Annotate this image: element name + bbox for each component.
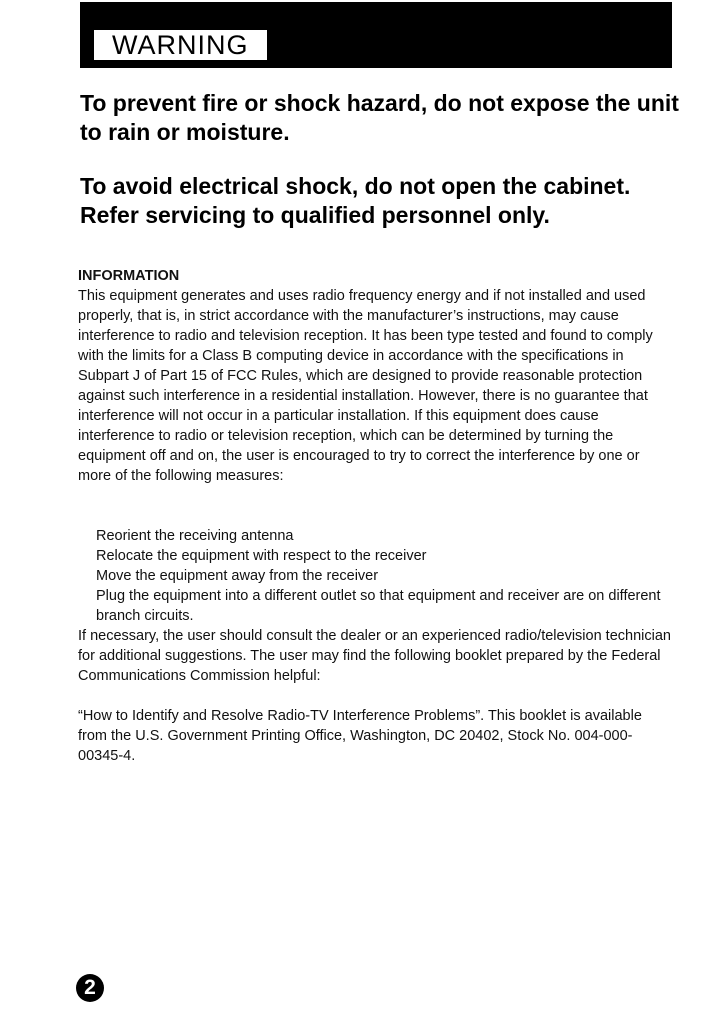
warning-header-bar [80,2,672,68]
measure-item: Plug the equipment into a different outlet so that equipment and receiver are on different branch circuits. [96,588,661,624]
consult-dealer-paragraph: If necessary, the user should consult the dealer or an experienced radio/television technician for additional suggestions. The user may find the following booklet prepared by the Federal Communications Commission helpful: [78,628,671,684]
page-number: 2 [76,974,104,1002]
booklet-paragraph: “How to Identify and Resolve Radio-TV Interference Problems”. This booklet is available from the U.S. Government Printing Office, Washington, DC 20402, Stock No. 004-000-00345-4. [78,708,642,764]
information-title: INFORMATION [78,268,180,284]
electrical-shock-headline: To avoid electrical shock, do not open the cabinet. Refer servicing to qualified personnel only. [80,173,631,228]
fire-hazard-headline: To prevent fire or shock hazard, do not expose the unit to rain or moisture. [80,90,679,145]
warning-label: WARNING [94,30,267,60]
measures-list [78,526,673,626]
measure-item: Move the equipment away from the receiver [96,568,379,584]
information-paragraph: This equipment generates and uses radio frequency energy and if not installed and used properly, that is, in strict accordance with the manufacturer’s instructions, may cause interference to radio and television reception. It has been type tested and found to comply with the limits for a Class B computing device in accordance with the specifications in Subpart J of Part 15 of FCC Rules, which are designed to provide reasonable protection against such interference in a residential installation. However, there is no guarantee that interference will not occur in a particular installation. If this equipment does cause interference to radio or television reception, which can be determined by turning the equipment off and on, the user is encouraged to try to correct the interference by one or more of the following measures: [78,288,653,484]
measure-item: Reorient the receiving antenna [96,528,294,544]
measure-item: Relocate the equipment with respect to the receiver [96,548,427,564]
